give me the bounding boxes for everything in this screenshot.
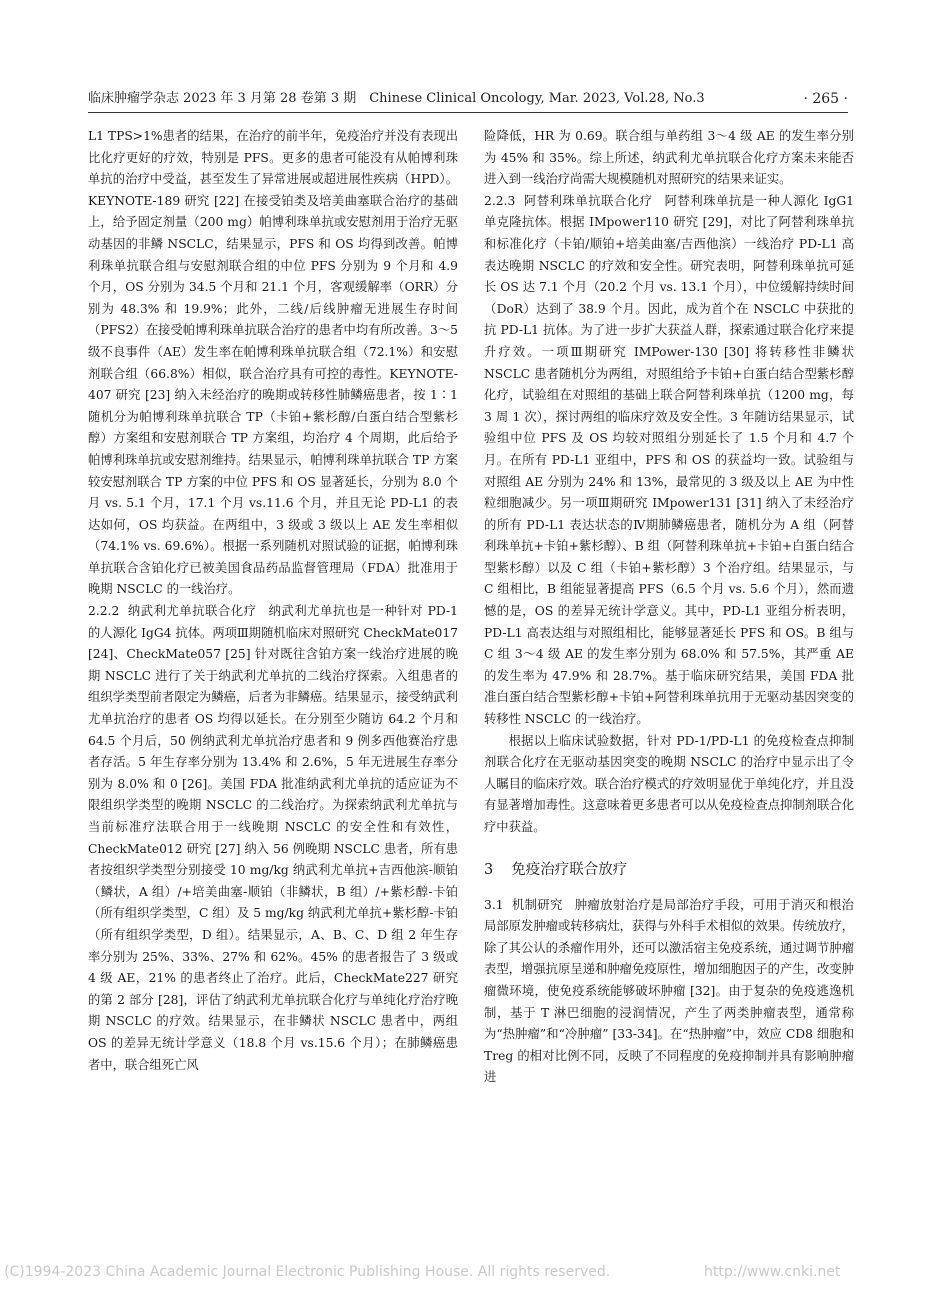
subsection-number: 2.2.2 (88, 604, 120, 619)
paragraph-atezolizumab: 阿替利珠单抗是一种人源化 IgG1 单克隆抗体。根据 IMpower110 研究 [29]，对比了阿替利珠单抗和标准化疗（卡铂/顺铂+培美曲塞/吉西他滨）一线治疗 PD-L1 高表达晚期 NSCLC 的疗效和安全性。研究表明，阿替利珠单抗可延长 OS 达 7.1 个月（20.2 个月 vs. 13.1 个月），中位缓解持续时间（DoR）达到了 38.9 个月。因此，成为首个在 NSCLC 中获批的抗 PD-L1 抗体。为了进一步扩大获益人群，探索通过联合化疗来提升疗效。一项Ⅲ期研究 IMPower-130 [30] 将转移性非鳞状 NSCLC 患者随机分为两组，对照组给予卡铂+白蛋白结合型紫杉醇化疗，试验组在对照组的基础上联合阿替利珠单抗（1200 mg，每 3 周 1 次），探讨两组的临床疗效及安全性。3 年随访结果显示，试验组中位 PFS 及 OS 均较对照组分别延长了 1.5 个月和 4.7 个月。在所有 PD-L1 亚组中，PFS 和 OS 的获益均一致。试验组与对照组 AE 分别为 24% 和 13%，最常见的 3 级及以上 AE 为中性粒细胞减少。另一项Ⅲ期研究 IMpower131 [31] 纳入了未经治疗的所有 PD-L1 表达状态的Ⅳ期肺鳞癌患者，随机分为 A 组（阿替利珠单抗+卡铂+紫杉醇）、B 组（阿替利珠单抗+卡铂+白蛋白结合型紫杉醇）以及 C 组（卡铂+紫杉醇）3 个治疗组。结果显示，与 C 组相比，B 组能显著提高 PFS（6.5 个月 vs. 5.6 个月），然而遗憾的是，OS 的差异无统计学意义。其中，PD-L1 亚组分析表明，PD-L1 高表达组与对照组相比，能够显著延长 PFS 和 OS。B 组与 C 组 3～4 级 AE 的发生率分别为 68.0% 和 57.5%，其严重 AE 的发生率为 47.9% 和 28.7%。基于临床研究结果，美国 FDA 批准白蛋白结合型紫杉醇+卡铂+阿替利珠单抗用于无驱动基因突变的转移性 NSCLC 的一线治疗。 (484, 193, 854, 727)
paragraph-keynote: L1 TPS>1%患者的结果，在治疗的前半年，免疫治疗并没有表现出比化疗更好的疗效，特别是 PFS。更多的患者可能没有从帕博利珠单抗的治疗中受益，甚至发生了异常进展或超进展性疾病（HPD）。KEYNOTE-189 研究 [22] 在接受铂类及培美曲塞联合治疗的基础上，给予固定剂量（200 mg）帕博利珠单抗或安慰剂用于治疗无驱动基因的非鳞 NSCLC，结果显示，PFS 和 OS 均得到改善。帕博利珠单抗联合组与安慰剂联合组的中位 PFS 分别为 9 个月和 4.9 个月，OS 分别为 34.5 个月和 21.1 个月，客观缓解率（ORR）分别为 48.3% 和 19.9%；此外，二线/后线肿瘤无进展生存时间（PFS2）在接受帕博利珠单抗联合治疗的患者中均有所改善。3～5 级不良事件（AE）发生率在帕博利珠单抗联合组（72.1%）和安慰剂联合组（66.8%）相似，联合治疗具有可控的毒性。KEYNOTE-407 研究 [23] 纳入未经治疗的晚期或转移性肺鳞癌患者，按 1∶1随机分为帕博利珠单抗联合 TP（卡铂+紫杉醇/白蛋白结合型紫杉醇）方案组和安慰剂联合 TP 方案组，均治疗 4 个周期，此后给予帕博利珠单抗或安慰剂维持。结果显示，帕博利珠单抗联合 TP 方案较安慰剂联合 TP 方案的中位 PFS 和 OS 显著延长，分别为 8.0 个月 vs. 5.1 个月，17.1 个月 vs.11.6 个月，并且无论 PD-L1 的表达如何，OS 均获益。在两组中，3 级或 3 级以上 AE 发生率相似（74.1% vs. 69.6%）。根据一系列随机对照试验的证据，帕博利珠单抗联合含铂化疗已被美国食品药品监督管理局（FDA）批准用于晚期 NSCLC 的一线治疗。 (88, 129, 458, 597)
subsection-heading-2-2-3 (484, 191, 854, 731)
subsection-title: 纳武利尤单抗联合化疗 (127, 604, 257, 619)
left-column (88, 126, 458, 1076)
paragraph-nivolumab-continued: 险降低，HR 为 0.69。联合组与单药组 3～4 级 AE 的发生率分别为 45% 和 35%。综上所述，纳武利尤单抗联合化疗方案未来能否进入到一线治疗尚需大规模随机对照研究的结果来证实。 (484, 129, 854, 187)
subsection-heading-3-1 (484, 895, 854, 1089)
subsection-title: 阿替利珠单抗联合化疗 (523, 193, 653, 208)
paragraph-nivolumab: 纳武利尤单抗也是一种针对 PD-1 的人源化 IgG4 抗体。两项Ⅲ期随机临床对照研究 CheckMate017 [24]、CheckMate057 [25] 针对既往含铂方案一线治疗进展的晚期 NSCLC 进行了关于纳武利尤单抗的二线治疗探索。入组患者的组织学类型前者限定为鳞癌，后者为非鳞癌。结果显示，接受纳武利尤单抗治疗的患者 OS 均得以延长。在分别至少随访 64.2 个月和 64.5 个月后，50 例纳武利尤单抗治疗患者和 9 例多西他赛治疗患者存活。5 年生存率分别为 13.4% 和 2.6%，5 年无进展生存率分别为 8.0% 和 0 [26]。美国 FDA 批准纳武利尤单抗的适应证为不限组织学类型的晚期 NSCLC 的二线治疗。为探索纳武利尤单抗与当前标准疗法联合用于一线晚期 NSCLC 的安全性和有效性，CheckMate012 研究 [27] 纳入 56 例晚期 NSCLC 患者，所有患者按组织学类型分别接受 10 mg/kg 纳武利尤单抗+吉西他滨-顺铂（鳞状，A 组）/+培美曲塞-顺铂（非鳞状，B 组）/+紫杉醇-卡铂（所有组织学类型，C 组）及 5 mg/kg 纳武利尤单抗+紫杉醇-卡铂（所有组织学类型，D 组）。结果显示，A、B、C、D 组 2 年生存率分别为 25%、33%、27% 和 62%。45% 的患者报告了 3 级或 4 级 AE，21% 的患者终止了治疗。此后，CheckMate227 研究的第 2 部分 [28]，评估了纳武利尤单抗联合化疗与单纯化疗治疗晚期 NSCLC 的疗效。结果显示，在非鳞状 NSCLC 患者中，两组 OS 的差异无统计学意义（18.8 个月 vs.15.6 个月）；在肺鳞癌患者中，联合组死亡风 (88, 604, 458, 1072)
copyright-footer (0, 1264, 950, 1286)
header-rule (88, 112, 848, 113)
page-number: · 265 · (803, 91, 848, 107)
footer-url: http://www.cnki.net (704, 1264, 841, 1280)
section-heading-3 (484, 859, 854, 881)
subsection-number: 2.2.3 (484, 193, 516, 208)
running-header (88, 88, 848, 110)
subsection-number: 3.1 (484, 897, 504, 912)
paragraph-summary: 根据以上临床试验数据，针对 PD-1/PD-L1 的免疫检查点抑制剂联合化疗在无驱动基因突变的晚期 NSCLC 的治疗中显示出了令人瞩目的临床疗效。联合治疗模式的疗效明显优于单纯化疗，并且没有显著增加毒性。这意味着更多患者可以从免疫检查点抑制剂联合化疗中获益。 (484, 733, 854, 834)
journal-info: 临床肿瘤学杂志 2023 年 3 月第 28 卷第 3 期 Chinese Clinical Oncology, Mar. 2023, Vol.28, No.3 (88, 91, 705, 106)
copyright-text: (C)1994-2023 China Academic Journal Electronic Publishing House. All rights reserved. (4, 1264, 611, 1280)
right-column (484, 126, 854, 1089)
paragraph-mechanism: 肿瘤放射治疗是局部治疗手段，可用于消灭和根治局部原发肿瘤或转移病灶，获得与外科手术相似的效果。传统放疗，除了其公认的杀瘤作用外，还可以激活宿主免疫系统，通过调节肿瘤表型，增强抗原呈递和肿瘤免疫原性，增加细胞因子的产生，改变肿瘤微环境，使免疫系统能够破坏肿瘤 [32]。由于复杂的免疫逃逸机制，基于 T 淋巴细胞的浸润情况，产生了两类肿瘤表型，通常称为“热肿瘤”和“冷肿瘤” [33-34]。在“热肿瘤”中，效应 CD8 细胞和 Treg 的相对比例不同，反映了不同程度的免疫抑制并具有影响肿瘤进 (484, 897, 854, 1085)
subsection-title: 机制研究 (511, 897, 563, 912)
subsection-heading-2-2-2 (88, 601, 458, 1076)
section-title: 免疫治疗联合放疗 (511, 861, 628, 878)
section-number: 3 (484, 861, 494, 878)
